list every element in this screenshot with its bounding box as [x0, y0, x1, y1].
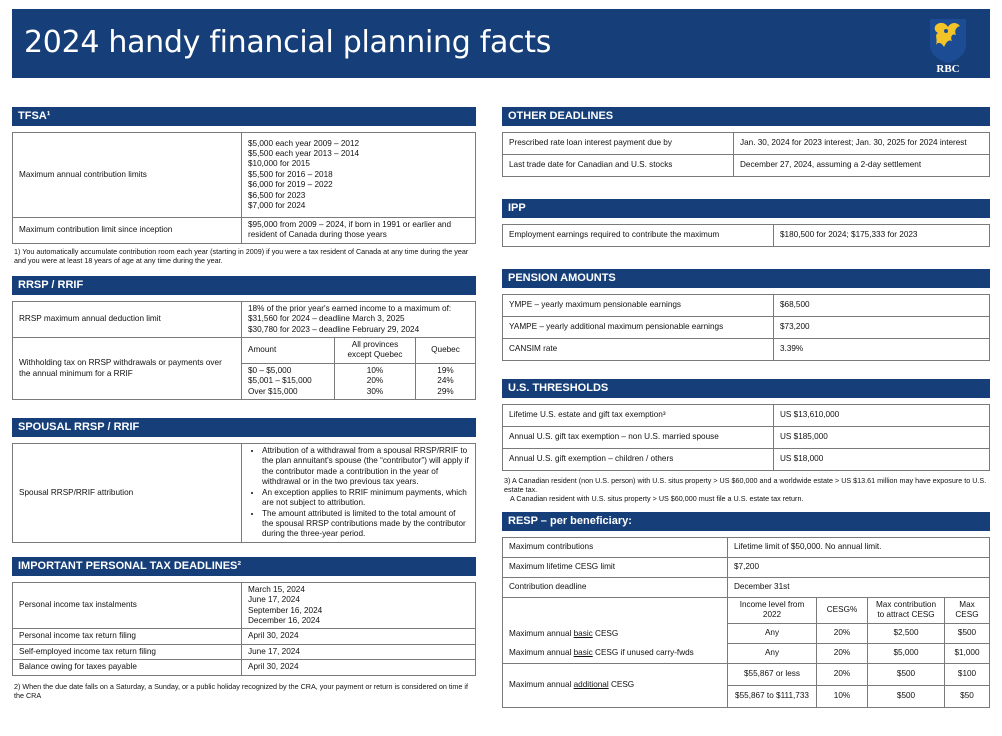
carry-max-cesg: $1,000 — [945, 643, 990, 663]
additional-income: $55,867 or less — [728, 663, 817, 685]
lifetime-exemption-label: Lifetime U.S. estate and gift tax exemption³ — [503, 405, 774, 427]
tfsa-heading: TFSA¹ — [12, 107, 476, 126]
tfsa-footnote: 1) You automatically accumulate contribution room each year (starting in 2009) if you were a tax resident of Canada at any time during the year and you were at least 18 years of age at any time during the year. — [14, 246, 469, 265]
pension-heading: PENSION AMOUNTS — [502, 269, 990, 288]
other-deadlines-section — [502, 107, 990, 177]
label-text: basic — [573, 629, 593, 638]
additional-income: $55,867 to $111,733 — [728, 685, 817, 707]
label-text: CESG — [608, 680, 635, 690]
table-row — [13, 582, 476, 629]
label-text: Maximum annual — [509, 648, 574, 658]
carry-pct: 20% — [817, 643, 868, 663]
footnote-line: 3) A Canadian resident (non U.S. person) with U.S. situs property > US $60,000 and a worldwide estate > US $13.61 million may have exposure to U.S. estate tax. — [504, 476, 987, 494]
value-line: 18% of the prior year's earned income to a maximum of: — [248, 303, 452, 313]
spouse-gift-value: US $185,000 — [774, 427, 990, 449]
rrsp-deduction-value — [242, 301, 476, 337]
table-row — [13, 644, 476, 659]
resp-heading: RESP – per beneficiary: — [502, 512, 990, 531]
additional-max-contrib: $500 — [868, 663, 945, 685]
ipp-label: Employment earnings required to contribute the maximum — [503, 225, 774, 247]
tfsa-section — [12, 107, 476, 265]
rrsp-deduction-label: RRSP maximum annual deduction limit — [13, 301, 242, 337]
column-header: Income level from 2022 — [728, 598, 817, 624]
value-line: $10,000 for 2015 — [248, 159, 310, 169]
children-gift-value: US $18,000 — [774, 449, 990, 471]
us-footnote — [502, 471, 990, 503]
basic-cesg-label — [509, 629, 721, 639]
yampe-label: YAMPE – yearly additional maximum pensionable earnings — [503, 317, 774, 339]
value-line: December 16, 2024 — [248, 615, 320, 625]
last-trade-label: Last trade date for Canadian and U.S. stocks — [503, 155, 734, 177]
header-banner — [12, 9, 990, 78]
tfsa-annual-label: Maximum annual contribution limits — [13, 133, 242, 218]
table-row — [13, 133, 476, 218]
table-row — [13, 338, 476, 364]
basic-max-contrib: $2,500 — [868, 623, 945, 643]
table-row — [503, 558, 990, 578]
additional-max-cesg: $50 — [945, 685, 990, 707]
yampe-value: $73,200 — [774, 317, 990, 339]
table-row — [503, 449, 990, 471]
quebec-cell — [416, 363, 476, 399]
deadline-value: December 31st — [728, 578, 990, 598]
balance-owing-value: April 30, 2024 — [242, 660, 476, 675]
label-text: CESG — [592, 629, 619, 638]
lion-shield-icon — [926, 17, 970, 63]
carry-income: Any — [728, 643, 817, 663]
table-row — [503, 538, 990, 558]
value-line: $5,500 each year 2013 – 2014 — [248, 148, 360, 158]
column-header: All provinces except Quebec — [335, 338, 416, 364]
list-item: • An exception applies to RRIF minimum payments, which are not subject to attribution. — [262, 488, 469, 509]
carry-max-contrib: $5,000 — [868, 643, 945, 663]
table-row — [503, 663, 990, 685]
spousal-label: Spousal RRSP/RRIF attribution — [13, 444, 242, 543]
spousal-heading: SPOUSAL RRSP / RRIF — [12, 418, 476, 437]
instalments-label: Personal income tax instalments — [13, 582, 242, 629]
table-row — [503, 339, 990, 361]
rrsp-table — [12, 301, 476, 400]
list-item: • The amount attributed is limited to the total amount of the spousal RRSP contributions made by the contributor during the three-year period. — [262, 509, 469, 540]
spouse-gift-label: Annual U.S. gift tax exemption – non U.S. married spouse — [503, 427, 774, 449]
label-text: Maximum annual — [509, 680, 574, 690]
self-employed-value: June 17, 2024 — [242, 644, 476, 659]
carry-cesg-label — [509, 648, 721, 658]
value-line: 20% — [366, 376, 384, 386]
lifetime-exemption-value: US $13,610,000 — [774, 405, 990, 427]
cansim-value: 3.39% — [774, 339, 990, 361]
left-column — [12, 107, 476, 700]
prescribed-rate-label: Prescribed rate loan interest payment due by — [503, 133, 734, 155]
ipp-heading: IPP — [502, 199, 990, 218]
return-filing-label: Personal income tax return filing — [13, 629, 242, 644]
table-row — [503, 225, 990, 247]
tfsa-annual-value — [242, 133, 476, 218]
table-row — [503, 427, 990, 449]
list-item: • Attribution of a withdrawal from a spousal RRSP/RRIF to the plan annuitant's spouse (the “contributor”) will apply if the contributor made a contribution in the year of withdrawal or in the two previous tax years. — [262, 446, 469, 488]
column-header: Quebec — [416, 338, 476, 364]
tax-deadlines-section — [12, 557, 476, 700]
page-title: 2024 handy financial planning facts — [24, 25, 552, 60]
us-thresholds-heading: U.S. THRESHOLDS — [502, 379, 990, 398]
value-line: $5,000 each year 2009 – 2012 — [248, 138, 360, 148]
value-line: $7,000 for 2024 — [248, 201, 306, 211]
additional-max-cesg: $100 — [945, 663, 990, 685]
additional-pct: 20% — [817, 663, 868, 685]
ipp-table — [502, 224, 990, 247]
footnote-line: A Canadian resident with U.S. situs property > US $60,000 must file a U.S. estate tax return. — [510, 494, 804, 503]
spousal-section — [12, 418, 476, 543]
basic-max-cesg: $500 — [945, 623, 990, 643]
last-trade-value: December 27, 2024, assuming a 2-day settlement — [734, 155, 990, 177]
value-line: resident of Canada during those years — [248, 230, 387, 240]
tax-deadlines-heading: IMPORTANT PERSONAL TAX DEADLINES² — [12, 557, 476, 576]
other-deadlines-table — [502, 132, 990, 177]
ympe-value: $68,500 — [774, 295, 990, 317]
column-header: CESG% — [817, 598, 868, 624]
value-line: 19% — [437, 365, 454, 375]
spousal-bullets — [242, 444, 476, 543]
max-cesg-label: Maximum lifetime CESG limit — [503, 558, 728, 578]
pension-table — [502, 294, 990, 361]
provinces-cell — [335, 363, 416, 399]
basic-income: Any — [728, 623, 817, 643]
value-line: 29% — [437, 386, 454, 396]
table-row — [503, 405, 990, 427]
table-row — [503, 155, 990, 177]
value-line: 30% — [366, 386, 384, 396]
resp-section — [502, 512, 990, 708]
table-row — [13, 218, 476, 244]
rrsp-section — [12, 276, 476, 400]
max-contrib-label: Maximum contributions — [503, 538, 728, 558]
value-line: $5,001 – $15,000 — [248, 376, 312, 386]
column-header: Amount — [242, 338, 335, 364]
value-line: September 16, 2024 — [248, 605, 323, 615]
tax-deadlines-table — [12, 582, 476, 676]
deadline-label: Contribution deadline — [503, 578, 728, 598]
value-line: March 15, 2024 — [248, 584, 305, 594]
value-line: $6,500 for 2023 — [248, 190, 306, 200]
basic-pct: 20% — [817, 623, 868, 643]
right-column — [502, 107, 990, 708]
ipp-section — [502, 199, 990, 247]
spacer — [509, 607, 721, 629]
additional-max-contrib: $500 — [868, 685, 945, 707]
spousal-table — [12, 443, 476, 543]
instalments-value — [242, 582, 476, 629]
cansim-label: CANSIM rate — [503, 339, 774, 361]
max-cesg-value: $7,200 — [728, 558, 990, 578]
value-line: June 17, 2024 — [248, 595, 300, 605]
tfsa-inception-label: Maximum contribution limit since inception — [13, 218, 242, 244]
ympe-label: YMPE – yearly maximum pensionable earnings — [503, 295, 774, 317]
additional-pct: 10% — [817, 685, 868, 707]
ipp-value: $180,500 for 2024; $175,333 for 2023 — [774, 225, 990, 247]
max-contrib-value: Lifetime limit of $50,000. No annual limit. — [728, 538, 990, 558]
tfsa-table — [12, 132, 476, 244]
self-employed-label: Self-employed income tax return filing — [13, 644, 242, 659]
children-gift-label: Annual U.S. gift exemption – children / others — [503, 449, 774, 471]
rrsp-heading: RRSP / RRIF — [12, 276, 476, 295]
rbc-logo — [926, 17, 970, 75]
amount-cell — [242, 363, 335, 399]
value-line: $31,560 for 2024 – deadline March 3, 2025 — [248, 314, 405, 324]
value-line: Over $15,000 — [248, 386, 298, 396]
table-row — [503, 578, 990, 598]
additional-cesg-label — [503, 663, 728, 707]
value-line: $6,000 for 2019 – 2022 — [248, 180, 333, 190]
table-row — [503, 598, 990, 624]
logo-text: RBC — [936, 63, 960, 75]
other-deadlines-heading: OTHER DEADLINES — [502, 107, 990, 126]
label-text: basic — [573, 648, 593, 658]
us-thresholds-section — [502, 379, 990, 503]
table-row — [503, 133, 990, 155]
label-text: Maximum annual — [509, 629, 574, 638]
label-text: CESG if unused carry-fwds — [592, 648, 694, 658]
return-filing-value: April 30, 2024 — [242, 629, 476, 644]
resp-table — [502, 537, 990, 708]
basic-cesg-labels — [503, 598, 728, 664]
table-row — [503, 317, 990, 339]
value-line: $5,500 for 2016 – 2018 — [248, 169, 333, 179]
table-row — [13, 301, 476, 337]
value-line: $0 – $5,000 — [248, 365, 292, 375]
tax-deadlines-footnote: 2) When the due date falls on a Saturday, a Sunday, or a public holiday recognized by the CRA, your payment or return is considered on time if the CRA — [14, 681, 468, 700]
column-header: Max contribution to attract CESG — [868, 598, 945, 624]
table-row — [13, 629, 476, 644]
tfsa-inception-value — [242, 218, 476, 244]
table-row — [503, 295, 990, 317]
prescribed-rate-value: Jan. 30, 2024 for 2023 interest; Jan. 30, 2025 for 2024 interest — [734, 133, 990, 155]
pension-section — [502, 269, 990, 361]
value-line: 24% — [437, 376, 454, 386]
label-text: additional — [573, 680, 609, 690]
table-row — [13, 660, 476, 675]
us-thresholds-table — [502, 404, 990, 471]
rrsp-withholding-label: Withholding tax on RRSP withdrawals or payments over the annual minimum for a RRIF — [13, 338, 242, 400]
value-line: 10% — [366, 365, 384, 375]
value-line: $95,000 from 2009 – 2024, if born in 1991 or earlier and — [248, 220, 452, 229]
value-line: $30,780 for 2023 – deadline February 29, 2024 — [248, 324, 420, 334]
column-header: Max CESG — [945, 598, 990, 624]
table-row — [13, 444, 476, 543]
balance-owing-label: Balance owing for taxes payable — [13, 660, 242, 675]
